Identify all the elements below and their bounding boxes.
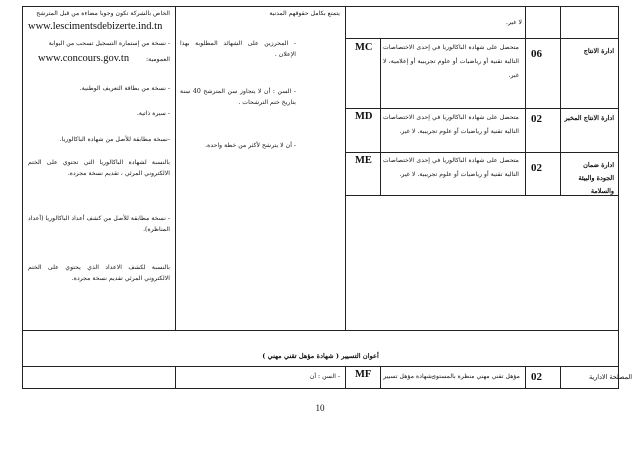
company-website-link[interactable]: www.lescimentsdebizerte.ind.tn (28, 21, 163, 32)
col-sep (525, 366, 526, 389)
col-sep (380, 38, 381, 195)
row1-department: ادارة الانتاج (583, 47, 614, 55)
last-row-code: MF (355, 369, 372, 380)
concours-website-link[interactable]: www.concours.gov.tn (38, 53, 130, 64)
col-sep (525, 6, 526, 195)
row2-count: 02 (531, 113, 542, 125)
cond-line-3: - السن : أن لا يتجاوز سن المترشح 40 سنة بتاريخ ختم الترشحات . (180, 88, 296, 106)
row-sep (22, 366, 619, 367)
cond-line-1: يتمتع بكامل حقوقهم المدنية (269, 10, 340, 17)
docs-line-6: -نسخة مطابقة للأصل من شهادة الباكالوريا. (59, 136, 170, 143)
docs-line-1: الخاص بالشركة تكون وجوبا مضاءة من قبل المترشح (36, 10, 170, 17)
row2-department: ادارة الانتاج المخبر (564, 114, 614, 122)
col-sep (345, 366, 346, 389)
last-row-department: المصلحة الادارية (589, 373, 632, 381)
last-row-conditions-frag: - السن : أن (309, 373, 340, 380)
table-border-top (22, 6, 619, 7)
col-sep (175, 6, 176, 330)
col-sep (560, 6, 561, 195)
table-border-bottom (22, 388, 619, 389)
last-row-qualification: مؤهل تقني مهني منظرة بالمستوى (431, 373, 520, 380)
row2-code: MD (355, 111, 373, 122)
docs-line-9: بالنسبة لكشف الاعداد الذي يحتوي على الختم الالكتروني المرئي تقديم نسخة مجردة. (28, 264, 170, 282)
row1-count: 06 (531, 48, 542, 60)
row-sep (380, 38, 619, 39)
section-header: أعوان التسيير ( شهادة مؤهل تقني مهني ) (262, 352, 379, 360)
docs-line-3-label: العمومية: (146, 56, 170, 63)
docs-line-2: - نسخة من إستمارة التسجيل تسحب من البوابة (48, 40, 170, 47)
col-sep (345, 6, 346, 330)
row1-code: MC (355, 42, 373, 53)
row3-department: ادارة ضمان الجودة والبيئة والسلامة (578, 161, 614, 195)
row-sep (22, 330, 619, 331)
table-border-right (618, 6, 619, 389)
row3-code: ME (355, 155, 372, 166)
row3-count: 02 (531, 162, 542, 174)
docs-line-8: - نسخة مطابقة للأصل من كشف أعداد الباكالوريا (أعداد المناظرة). (28, 215, 170, 233)
table-border-left (22, 6, 23, 389)
page-number: 10 (315, 403, 325, 413)
col-sep (175, 366, 176, 389)
cond-line-4: - أن لا يترشح لأكثر من خطة واحدة. (205, 142, 296, 149)
row3-qualification: متحصل على شهادة الباكالوريا في إحدى الاختصاصات التالية تقنية أو رياضيات أو علوم تجريبية. لا غير. (383, 157, 519, 178)
col-sep (380, 366, 381, 389)
row2-qualification: متحصل على شهادة الباكالوريا في إحدى الاختصاصات التالية تقنية أو رياضيات أو علوم تجريبية. لا غير. (383, 114, 519, 135)
row-sep (345, 152, 619, 153)
row1-qualification-top: لا غير. (506, 19, 522, 26)
col-sep (560, 366, 561, 389)
docs-line-7: بالنسبة لشهادة الباكالوريا التي تحتوي على الختم الالكتروني المرئي ، تقديم نسخة مجردة. (28, 159, 170, 177)
last-row-conditions: -شهادة مؤهل تسيير (383, 373, 434, 380)
docs-line-4: - نسخة من بطاقة التعريف الوطنية. (79, 85, 170, 92)
last-row-count: 02 (531, 371, 542, 383)
row-sep (345, 108, 619, 109)
row1-qualification: متحصل على شهادة الباكالوريا في إحدى الاختصاصات التالية تقنية أو رياضيات أو علوم تجريبية أو إعلامية، لا غير. (383, 44, 519, 79)
cond-line-2: - المحرزين على الشهائد المطلوبة بهذا الإعلان . (180, 40, 296, 58)
docs-line-5: - سيرة ذاتية. (136, 110, 170, 117)
